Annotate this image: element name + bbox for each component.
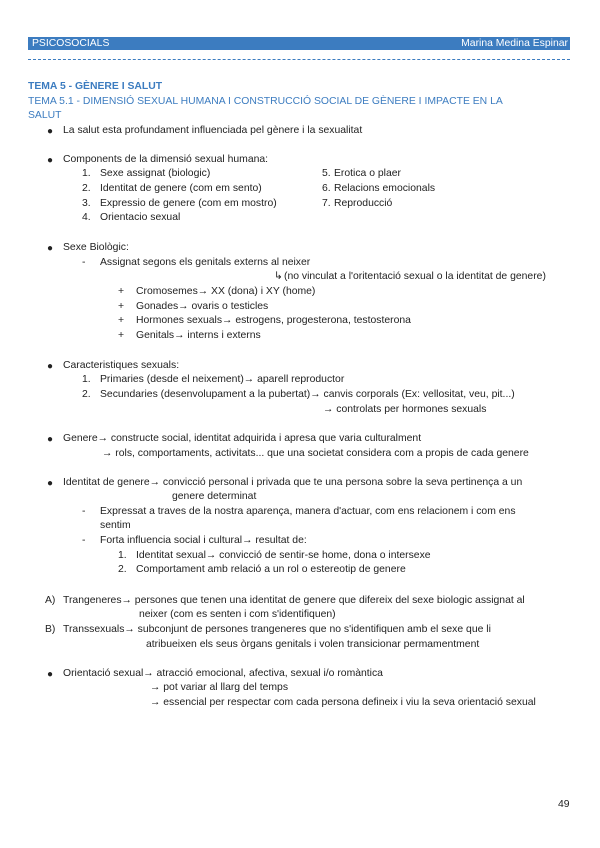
list-number: 4. <box>82 212 91 223</box>
gender-definition: Genere→ constructe social, identitat adquirida i apresa que varia culturalment <box>63 433 422 444</box>
social-influence-line: Forta influencia social i cultural→ resultat de: <box>100 535 307 546</box>
list-item: Cromosemes→ XX (dona) i XY (home) <box>136 286 316 297</box>
list-number: 1. <box>118 550 127 561</box>
transsexual-definition: Transsexuals→ subconjunt de persones trangeneres que no s'identifiquen amb el sexe que li <box>63 624 491 635</box>
list-number: 5. <box>322 168 331 179</box>
list-item: Comportament amb relació a un rol o estereotip de genere <box>136 564 406 575</box>
chapter-title: TEMA 5 - GÈNERE I SALUT <box>28 81 163 92</box>
list-item: Orientacio sexual <box>100 212 181 223</box>
section-subtitle-line2: SALUT <box>28 110 62 121</box>
list-number: 6. <box>322 183 331 194</box>
list-item: Genitals→ interns i externs <box>136 330 261 341</box>
expression-line-continuation: sentim <box>100 520 131 531</box>
biological-sex-heading: Sexe Biològic: <box>63 242 129 253</box>
list-item: Identitat sexual→ convicció de sentir-se home, dona o intersexe <box>136 550 431 561</box>
list-item-continuation: → controlats per hormones sexuals <box>323 404 487 415</box>
header-author: Marina Medina Espinar <box>461 38 568 49</box>
health-statement: La salut esta profundament influenciada pel gènere i la sexualitat <box>63 125 363 136</box>
sexual-characteristics-heading: Caracteristiques sexuals: <box>63 360 180 371</box>
list-item: Primaries (desde el neixement)→ aparell reproductor <box>100 374 345 385</box>
bullet-icon: ● <box>47 155 54 166</box>
list-label: A) <box>45 595 56 606</box>
list-number: 7. <box>322 198 331 209</box>
list-number: 3. <box>82 198 91 209</box>
list-number: 1. <box>82 374 91 385</box>
list-item: Identitat de genere (com em sento) <box>100 183 262 194</box>
plus-marker: + <box>118 315 125 326</box>
biological-sex-definition: Assignat segons els genitals externs al neixer <box>100 257 311 268</box>
list-item: Sexe assignat (biologic) <box>100 168 211 179</box>
list-label: B) <box>45 624 56 635</box>
list-number: 1. <box>82 168 91 179</box>
plus-marker: + <box>118 301 125 312</box>
bullet-icon: ● <box>47 126 54 137</box>
running-header <box>28 37 570 50</box>
gender-identity-definition: Identitat de genere→ convicció personal i privada que te una persona sobre la seva pertinença a un <box>63 477 523 488</box>
list-item: Reproducció <box>334 198 393 209</box>
transgender-definition-continuation: neixer (com es senten i com s'identifiquen) <box>139 609 336 620</box>
dash-marker: - <box>82 257 86 268</box>
bullet-icon: ● <box>47 243 54 254</box>
section-subtitle-line1: TEMA 5.1 - DIMENSIÓ SEXUAL HUMANA I CONSTRUCCIÓ SOCIAL DE GÈNERE I IMPACTE EN LA <box>28 96 503 107</box>
list-item: Secundaries (desenvolupament a la pubertat)→ canvis corporals (Ex: vellositat, veu, pit...) <box>100 389 515 400</box>
list-number: 2. <box>82 389 91 400</box>
transgender-definition: Trangeneres→ persones que tenen una identitat de genere que difereix del sexe biologic assignat al <box>63 595 525 606</box>
list-item: Gonades→ ovaris o testicles <box>136 301 269 312</box>
list-item: Expressio de genere (com em mostro) <box>100 198 277 209</box>
hook-arrow-icon: ↳ <box>274 271 283 282</box>
gender-identity-continuation: genere determinat <box>172 491 257 502</box>
list-number: 2. <box>82 183 91 194</box>
transsexual-definition-continuation: atribueixen els seus òrgans genitals i volen transicionar permamentment <box>146 639 480 650</box>
list-number: 2. <box>118 564 127 575</box>
biological-sex-note: (no vinculat a l'oritentació sexual o la identitat de genere) <box>284 271 546 282</box>
orientation-note-1: → pot variar al llarg del temps <box>150 682 289 693</box>
bullet-icon: ● <box>47 478 54 489</box>
bullet-icon: ● <box>47 669 54 680</box>
plus-marker: + <box>118 330 125 341</box>
bullet-icon: ● <box>47 434 54 445</box>
page-number: 49 <box>558 799 570 810</box>
header-divider <box>28 59 570 60</box>
dash-marker: - <box>82 506 86 517</box>
plus-marker: + <box>118 286 125 297</box>
components-heading: Components de la dimensió sexual humana: <box>63 154 269 165</box>
list-item: Hormones sexuals→ estrogens, progesterona, testosterona <box>136 315 411 326</box>
header-course: PSICOSOCIALS <box>32 38 110 49</box>
gender-definition-continuation: → rols, comportaments, activitats... que una societat considera com a propis de cada genere <box>102 448 529 459</box>
dash-marker: - <box>82 535 86 546</box>
orientation-definition: Orientació sexual→ atracció emocional, afectiva, sexual i/o romàntica <box>63 668 383 679</box>
list-item: Relacions emocionals <box>334 183 436 194</box>
bullet-icon: ● <box>47 361 54 372</box>
orientation-note-2: → essencial per respectar com cada persona defineix i viu la seva orientació sexual <box>150 697 536 708</box>
expression-line: Expressat a traves de la nostra aparença, manera d'actuar, com ens relacionem i com ens <box>100 506 516 517</box>
list-item: Erotica o plaer <box>334 168 401 179</box>
